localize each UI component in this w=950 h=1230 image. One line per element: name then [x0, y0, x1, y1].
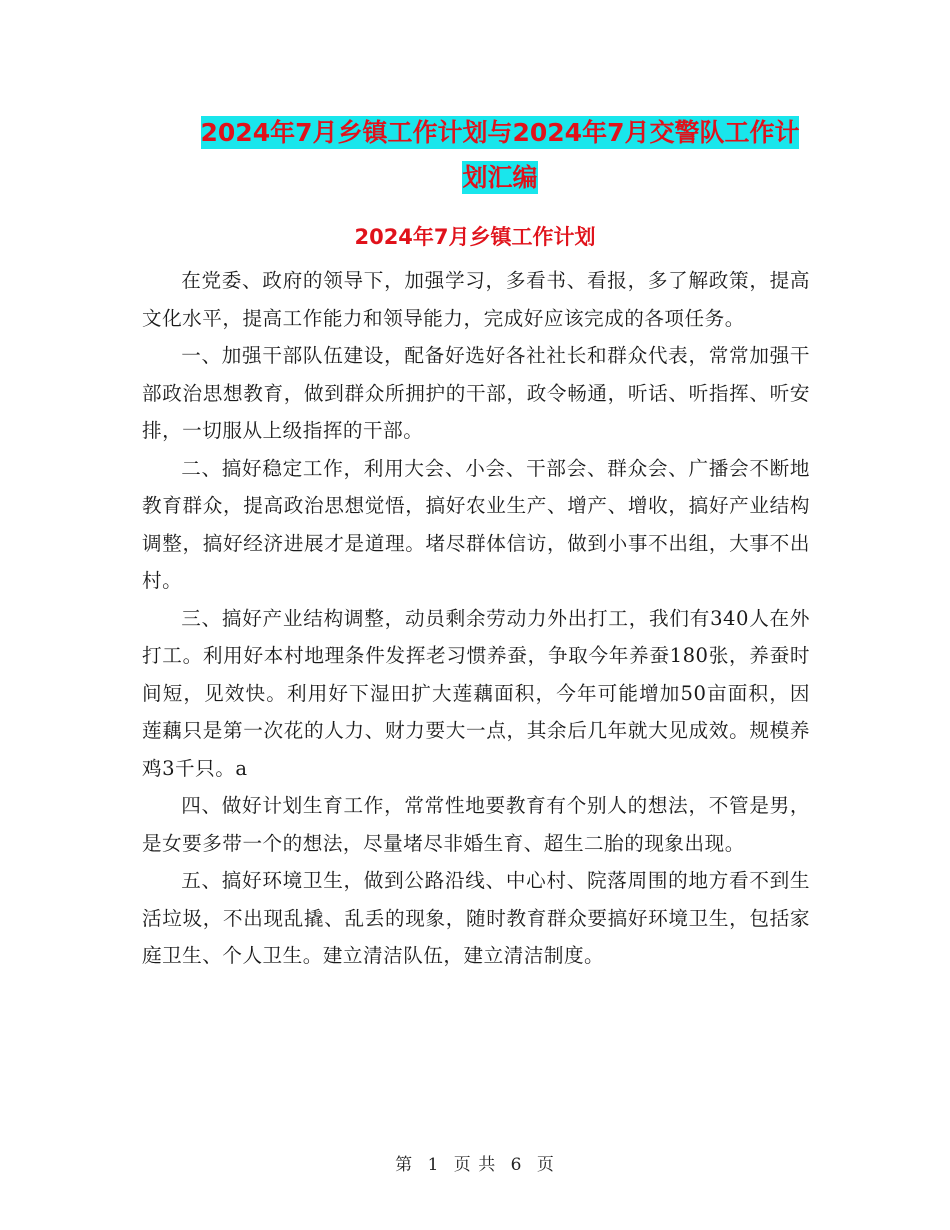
paragraph-item-2: 二、搞好稳定工作，利用大会、小会、干部会、群众会、广播会不断地教育群众，提高政治思想觉悟，搞好农业生产、增产、增收，搞好产业结构调整，搞好经济进展才是道理。堵尽群体信访，做到小事不出组，大事不出村。: [142, 456, 810, 592]
section-title: 2024年7月乡镇工作计划: [354, 225, 596, 249]
paragraph-item-3: 三、搞好产业结构调整，动员剩余劳动力外出打工，我们有340人在外打工。利用好本村地理条件发挥老习惯养蚕，争取今年养蚕180张，养蚕时间短，见效快。利用好下湿田扩大莲藕面积，今年可能增加50亩面积，因莲藕只是第一次花的人力、财力要大一点，其余后几年就大见成效。规模养鸡3千只。a: [142, 606, 810, 780]
footer-total-pages: 6: [510, 1155, 523, 1175]
document-title-line2: 划汇编: [462, 163, 538, 192]
paragraph-item-5: 五、搞好环境卫生，做到公路沿线、中心村、院落周围的地方看不到生活垃圾，不出现乱撬、乱丢的现象，随时教育群众要搞好环境卫生，包括家庭卫生、个人卫生。建立清洁队伍，建立清洁制度。: [142, 869, 810, 967]
footer-middle: 页 共: [453, 1155, 497, 1175]
footer-prefix: 第: [395, 1155, 414, 1175]
footer-page-number: 1: [427, 1155, 440, 1175]
document-title: [120, 110, 880, 200]
page-footer: [0, 1153, 950, 1177]
footer-suffix: 页: [536, 1155, 555, 1175]
paragraph-item-1: 一、加强干部队伍建设，配备好选好各社社长和群众代表，常常加强干部政治思想教育，做到群众所拥护的干部，政令畅通，听话、听指挥、听安排，一切服从上级指挥的干部。: [142, 344, 810, 442]
document-title-line1: 2024年7月乡镇工作计划与2024年7月交警队工作计: [200, 118, 800, 147]
body-text: [142, 262, 810, 975]
paragraph-item-4: 四、做好计划生育工作，常常性地要教育有个别人的想法，不管是男，是女要多带一个的想法，尽量堵尽非婚生育、超生二胎的现象出现。: [142, 794, 810, 855]
paragraph-intro: 在党委、政府的领导下，加强学习，多看书、看报，多了解政策，提高文化水平，提高工作能力和领导能力，完成好应该完成的各项任务。: [142, 269, 810, 330]
